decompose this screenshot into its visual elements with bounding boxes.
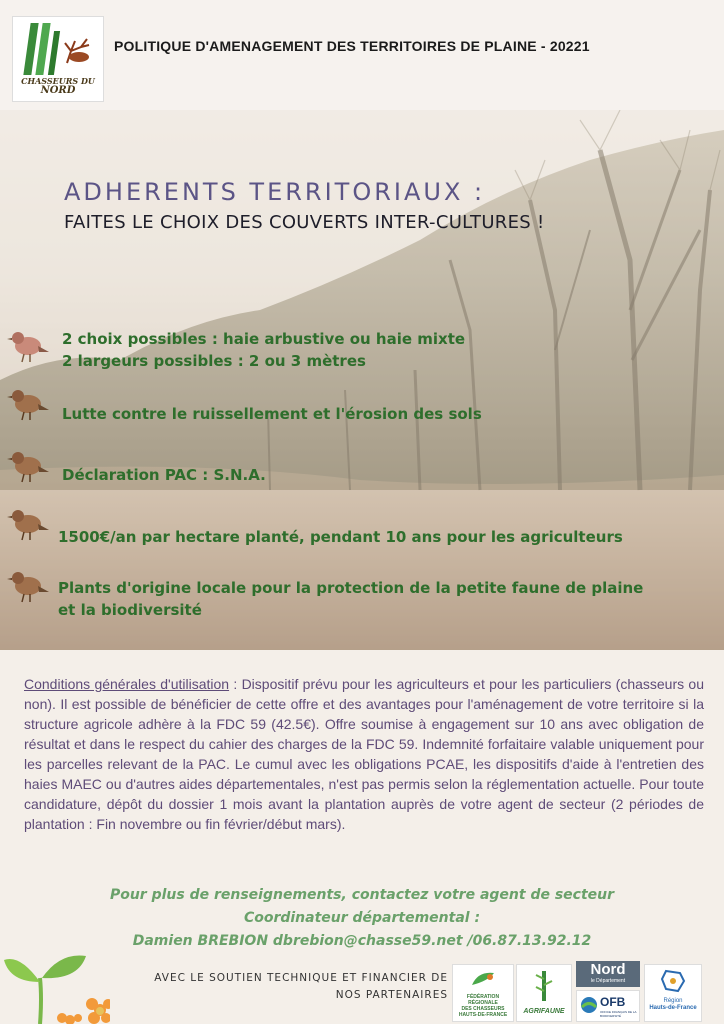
logo-text: CHASSEURS DU NORD xyxy=(21,76,95,96)
bird-icon xyxy=(6,500,50,544)
contact-line-2: Coordinateur départemental : xyxy=(243,910,481,926)
federation-icon xyxy=(468,969,498,989)
nord-departement-logo: Nord le Département xyxy=(576,961,640,987)
bullet-choices xyxy=(62,328,465,372)
agrifaune-icon xyxy=(534,969,554,1003)
conditions-text: : Dispositif prévu pour les agriculteurs et pour les particuliers (chasseurs ou non). Il est possible de bénéficier de cette offre et des avantages pour l'aménagement de votre territoire si la structure agricole adhère à la FDC 59 (42.5€). Offre soumise à engagement sur 10 ans avec obligation de résultat et dans le respect du cahier des charges de la FDC 59. Indemnité forfaitaire valable uniquement pour les parcelles relevant de la PAC. Le cumul avec les obligations PCAE, les dispositifs d'aide à l'entretien des haies MAEC ou d'autres aides départementales, n'est pas permis selon la réglementation actuelle. Pour toute candidature, dépôt du dossier 1 mois avant la plantation auprès de votre agent de secteur (2 périodes de plantation : Fin novembre ou fin février/début mars). xyxy=(24,676,705,832)
frc-hauts-de-france-logo: FÉDÉRATION RÉGIONALE DES CHASSEURS HAUTS-DE-FRANCE xyxy=(452,964,514,1022)
bullet-text: 2 choix possibles : haie arbustive ou haie mixte xyxy=(62,330,466,348)
header xyxy=(0,0,724,110)
bullet-text: Déclaration PAC : S.N.A. xyxy=(62,466,266,484)
bullet-text: Lutte contre le ruissellement et l'érosion des sols xyxy=(62,405,482,423)
ofb-logo: OFB OFFICE FRANÇAIS DE LA BIODIVERSITÉ xyxy=(576,990,640,1022)
general-conditions xyxy=(24,674,704,834)
agrifaune-logo: AGRIFAUNE xyxy=(516,964,572,1022)
bullet-pac xyxy=(62,464,266,486)
bullet-erosion xyxy=(62,403,482,425)
bullet-text: et la biodiversité xyxy=(58,601,202,619)
page-header-title: POLITIQUE D'AMENAGEMENT DES TERRITOIRES DE PLAINE - 20221 xyxy=(114,38,590,54)
bird-icon xyxy=(6,562,50,606)
bullet-text: 1500€/an par hectare planté, pendant 10 ans pour les agriculteurs xyxy=(58,528,623,546)
partners-label: AVEC LE SOUTIEN TECHNIQUE ET FINANCIER DE NOS PARTENAIRES xyxy=(154,972,448,1001)
ofb-icon xyxy=(580,996,598,1014)
bullet-payment xyxy=(58,526,623,548)
headline-line-2: FAITES LE CHOIX DES COUVERTS INTER-CULTURES ! xyxy=(64,212,545,233)
bullet-text: 2 largeurs possibles : 2 ou 3 mètres xyxy=(62,352,366,370)
bullet-text: Plants d'origine locale pour la protection de la petite faune de plaine xyxy=(58,579,644,597)
bullet-local-plants xyxy=(58,577,643,621)
bird-icon xyxy=(6,442,50,486)
sprout-and-flowers-illustration xyxy=(0,948,110,1024)
contact-block xyxy=(0,884,724,953)
contact-line-3: Damien BREBION dbrebion@chasse59.net /06.87.13.92.12 xyxy=(132,933,592,949)
chasseurs-du-nord-logo xyxy=(12,16,104,102)
conditions-label: Conditions générales d'utilisation xyxy=(24,676,230,692)
headline-line-1: ADHERENTS TERRITORIAUX : xyxy=(64,178,486,206)
region-hauts-de-france-logo: Région Hauts-de-France xyxy=(644,964,702,1022)
contact-line-1: Pour plus de renseignements, contactez votre agent de secteur xyxy=(109,887,615,903)
stag-icon xyxy=(59,33,99,67)
bird-icon xyxy=(6,322,50,366)
bird-icon xyxy=(6,380,50,424)
region-map-icon xyxy=(660,969,686,993)
